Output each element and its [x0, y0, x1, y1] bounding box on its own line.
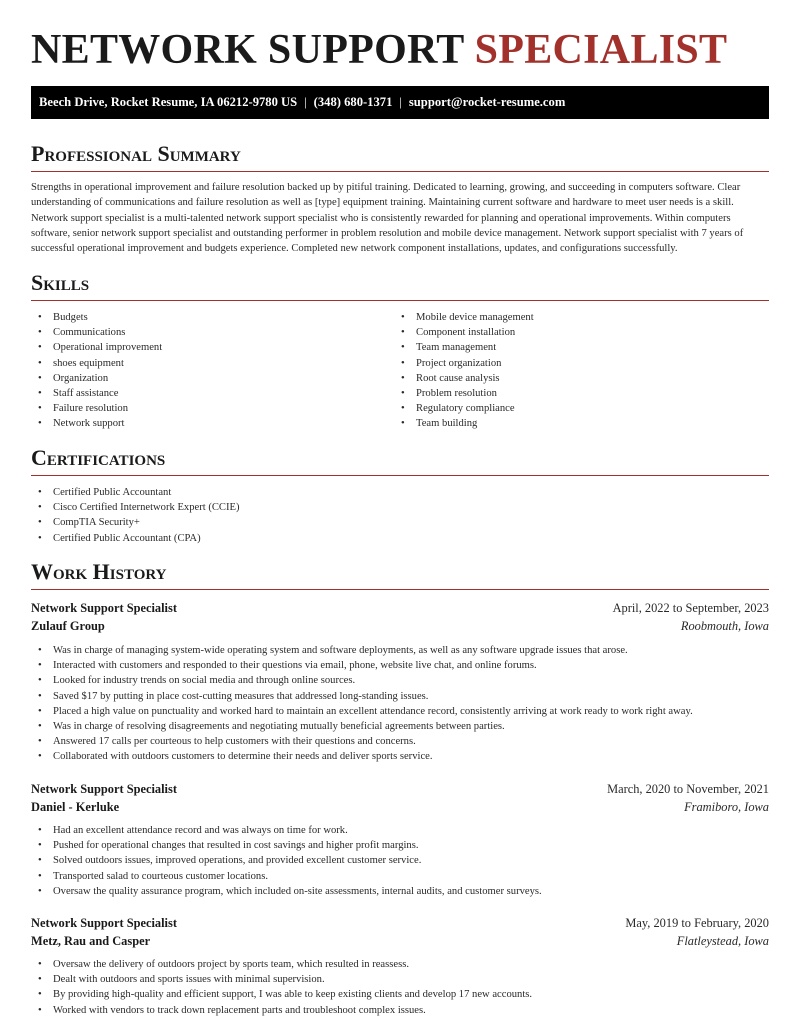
skill-item: • Team building	[394, 416, 534, 431]
job-bullets	[31, 957, 769, 1018]
skill-item: • Operational improvement	[31, 340, 162, 355]
skill-item: • Communications	[31, 325, 162, 340]
job-bullet: • Answered 17 calls per courteous to help customers with their questions and concerns.	[31, 734, 769, 749]
skill-item: • Component installation	[394, 325, 534, 340]
skill-item: • Budgets	[31, 310, 162, 325]
skill-item: • Problem resolution	[394, 386, 534, 401]
job-bullet: • Collaborated with outdoors customers to determine their needs and deliver sports service.	[31, 749, 769, 764]
skill-item: • Root cause analysis	[394, 371, 534, 386]
job-bullet: • Was in charge of managing system-wide operating system and software deployments, as well as any software upgrade issues that arose.	[31, 643, 769, 658]
job-title: Network Support Specialist	[31, 916, 177, 930]
contact-phone[interactable]: (348) 680-1371	[313, 95, 393, 109]
job-location: Framiboro, Iowa	[684, 800, 769, 814]
certifications-list	[31, 485, 240, 546]
job-bullet: • Was in charge of resolving disagreements and negotiating mutually beneficial agreements between parties.	[31, 719, 769, 734]
summary-heading: Professional Summary	[31, 141, 769, 172]
job-location: Roobmouth, Iowa	[680, 619, 769, 633]
job-location: Flatleystead, Iowa	[676, 934, 769, 948]
certification-item: • Cisco Certified Internetwork Expert (CCIE)	[31, 500, 240, 515]
skill-item: • Network support	[31, 416, 162, 431]
certification-item: • Certified Public Accountant (CPA)	[31, 531, 240, 546]
contact-address: Beech Drive, Rocket Resume, IA 06212-9780 US	[39, 95, 298, 109]
contact-separator: |	[399, 95, 402, 109]
skill-item: • Project organization	[394, 356, 534, 371]
job-bullet: • Saved $17 by putting in place cost-cutting measures that addressed long-standing issues.	[31, 689, 769, 704]
job-bullet: • Transported salad to courteous customer locations.	[31, 869, 769, 884]
job-bullets	[31, 823, 769, 899]
certifications-heading: Certifications	[31, 445, 769, 476]
certification-item: • Certified Public Accountant	[31, 485, 240, 500]
job-dates: May, 2019 to February, 2020	[625, 916, 769, 930]
skill-item: • Mobile device management	[394, 310, 534, 325]
skill-item: • Staff assistance	[31, 386, 162, 401]
job-bullet: • Dealt with outdoors and sports issues with minimal supervision.	[31, 972, 769, 987]
job-title: Network Support Specialist	[31, 782, 177, 796]
job-bullets	[31, 643, 769, 765]
skills-list-left	[31, 310, 162, 432]
job-company: Metz, Rau and Casper	[31, 934, 151, 948]
job-bullet: • Had an excellent attendance record and was always on time for work.	[31, 823, 769, 838]
job-bullet: • Solved outdoors issues, improved operations, and provided excellent customer service.	[31, 853, 769, 868]
job-company: Daniel - Kerluke	[31, 800, 120, 814]
job-bullet: • By providing high-quality and efficient support, I was able to keep existing clients and develop 17 new accounts.	[31, 987, 769, 1002]
contact-bar	[31, 86, 769, 119]
skill-item: • Organization	[31, 371, 162, 386]
job-title: Network Support Specialist	[31, 601, 177, 615]
job-bullet: • Worked with vendors to track down replacement parts and troubleshoot complex issues.	[31, 1003, 769, 1018]
job-bullet: • Interacted with customers and responded to their questions via email, phone, website live chat, and online forums.	[31, 658, 769, 673]
contact-email[interactable]: support@rocket-resume.com	[408, 95, 566, 109]
job-dates: March, 2020 to November, 2021	[607, 782, 769, 796]
job-bullet: • Looked for industry trends on social media and through online sources.	[31, 673, 769, 688]
skills-heading: Skills	[31, 270, 769, 301]
job-bullet: • Oversaw the quality assurance program, which included on-site assessments, internal audits, and customer surveys.	[31, 884, 769, 899]
title-main: NETWORK SUPPORT	[31, 27, 475, 73]
contact-separator: |	[304, 95, 307, 109]
work-history-heading: Work History	[31, 559, 769, 590]
skill-item: • Team management	[394, 340, 534, 355]
skill-item: • shoes equipment	[31, 356, 162, 371]
certification-item: • CompTIA Security+	[31, 515, 240, 530]
resume-title	[31, 26, 727, 74]
skill-item: • Regulatory compliance	[394, 401, 534, 416]
title-accent: SPECIALIST	[474, 27, 728, 73]
job-bullet: • Pushed for operational changes that resulted in cost savings and higher profit margins.	[31, 838, 769, 853]
skills-list-right	[394, 310, 534, 432]
job-bullet: • Placed a high value on punctuality and worked hard to maintain an excellent attendance record, consistently arriving at work ready to work right away.	[31, 704, 769, 719]
summary-text: Strengths in operational improvement and failure resolution backed up by pitiful training. Dedicated to learning, growing, and succeeding in computers software. Clear understanding of communications and failure resolution as well as [type] equipment training. Maintaining current software and hardware to meet user needs is a skill. Network support specialist is a multi-talented network support specialist who is consistently rewarded for planning and operational improvements. Within computers software, senior network support specialist and outstanding performer in problem resolution and mobile device management. Network support specialist with 7 years of successful operational improvement and budgets experience. Completed new network component installations, updates, and configurations successfully.	[31, 182, 744, 255]
job-company: Zulauf Group	[31, 619, 105, 633]
job-bullet: • Oversaw the delivery of outdoors project by sports team, which resulted in reassess.	[31, 957, 769, 972]
skill-item: • Failure resolution	[31, 401, 162, 416]
job-dates: April, 2022 to September, 2023	[612, 601, 769, 615]
